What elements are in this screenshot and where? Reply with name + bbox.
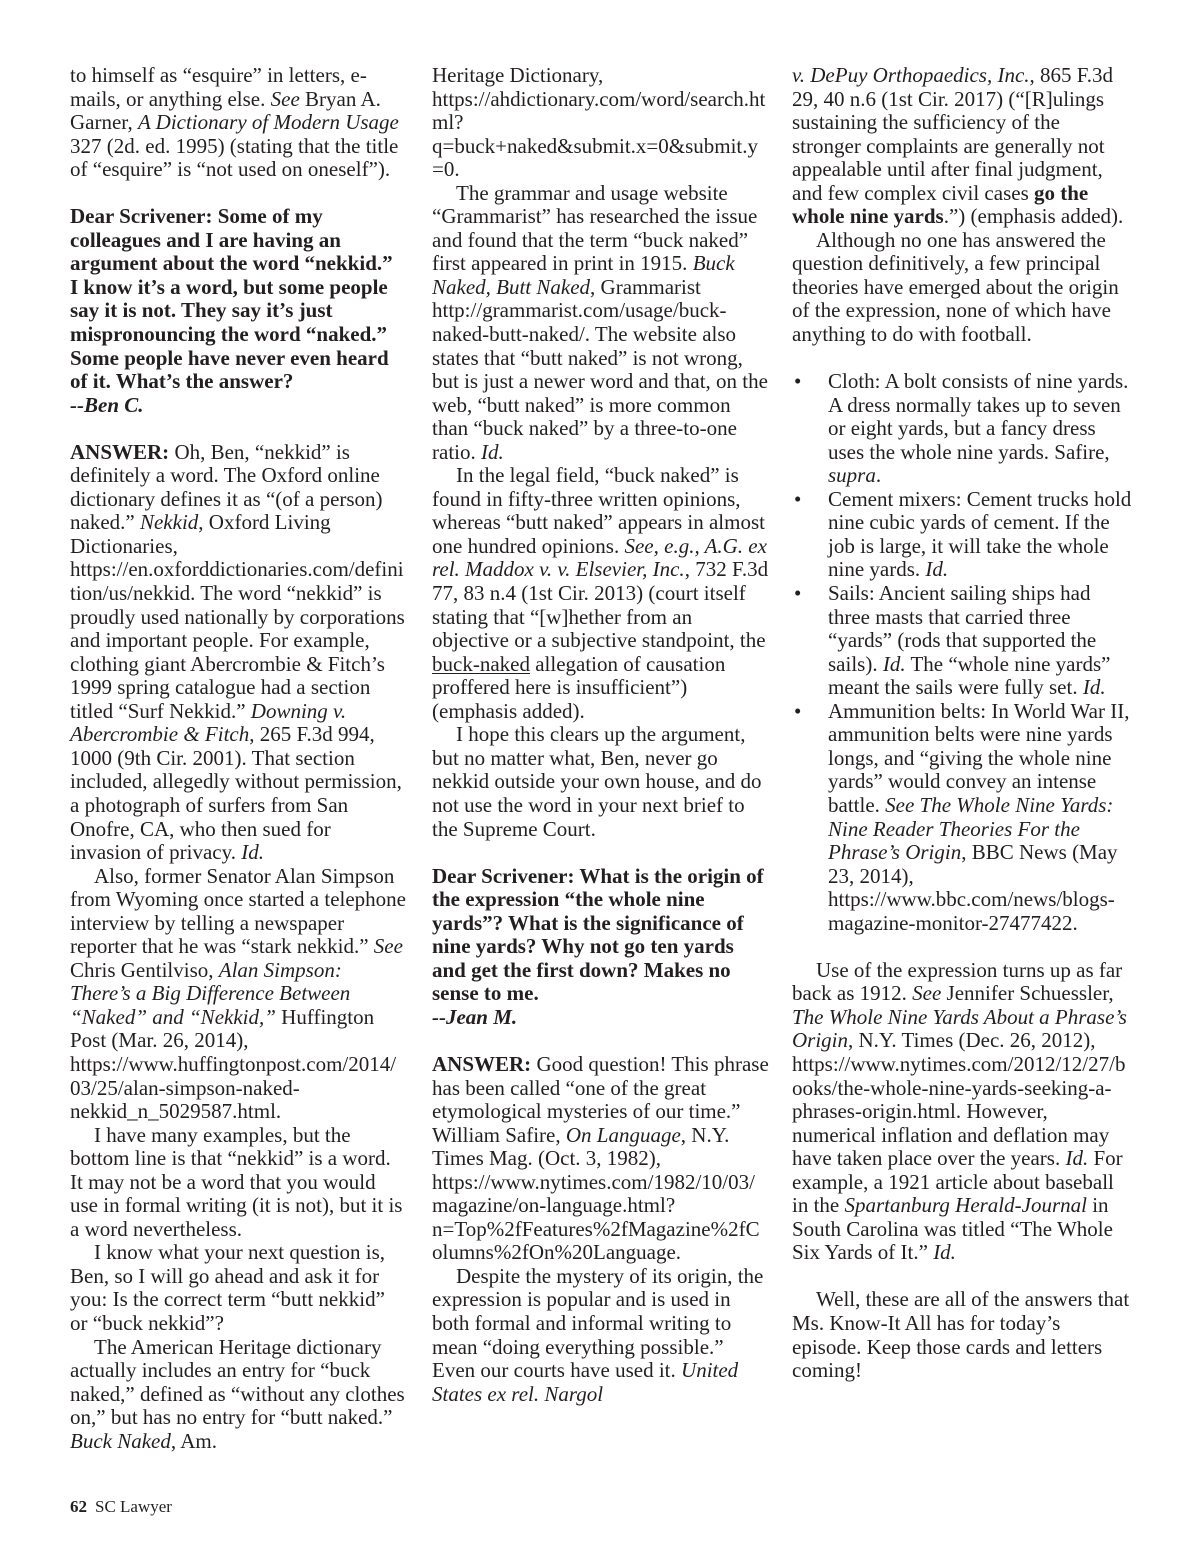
- paragraph: Although no one has answered the question definitively, a few principal theories have emerged about the origin of the expression, none of which have anything to do with football.: [792, 227, 1119, 347]
- italic-text: See: [912, 981, 942, 1006]
- continued-paragraph: v. DePuy Orthopaedics, Inc., 865 F.3d 29, 40 n.6 (1st Cir. 2017) (“[R]ulings sustaining the sufficiency of the stronger complaints are generally not appealable until after final judgment, and few complex civil cases go the whole nine yards.”) (emphasis added).: [792, 63, 1124, 229]
- bullet-item-sails: • Sails: Ancient sailing ships had three masts that carried three “yards” (rods that supported the sails). Id. The “whole nine yards” meant the sails were fully set. Id.: [792, 582, 1132, 700]
- italic-text: On Language: [565, 1122, 681, 1147]
- paragraph: The grammar and usage website “Grammarist” has researched the issue and found that the term “buck naked” first appeared in print in 1915. Buck Naked, Butt Naked, Grammarist http://grammarist.com/usage/buck-naked-butt-naked/. The website also states that “butt naked” is not wrong, but is just a newer word and that, on the web, “butt naked” is more common than “buck naked” by a three-to-one ratio. Id.: [432, 180, 768, 464]
- column-1: [70, 64, 406, 1453]
- reader-question-nekkid: Dear Scrivener: Some of my colleagues and I are having an argument about the word “nekkid.” I know it’s a word, but some people say it is not. They say it’s just mispronouncing the word “naked.” Some people have never even heard of it. What’s the answer? --Ben C.: [70, 205, 406, 417]
- paragraph: I have many examples, but the bottom line is that “nekkid” is a word. It may not be a word that you would use in formal writing (it is not), but it is a word nevertheless.: [70, 1122, 403, 1241]
- bold-text: go the whole nine yards: [792, 180, 1089, 229]
- italic-text: Id.: [933, 1240, 956, 1265]
- bullet-item-cloth: • Cloth: A bolt consists of nine yards. A dress normally takes up to seven or eight yards, but a fancy dress uses the whole nine yards. Safire, supra.: [792, 370, 1132, 488]
- italic-text: Id.: [1082, 675, 1106, 700]
- italic-text: Alan Simpson: There’s a Big Difference Between “Naked” and “Nekkid,”: [70, 957, 351, 1029]
- italic-text: See, e.g., A.G. ex rel. Maddox v. v. Elsevier, Inc.: [432, 533, 767, 582]
- paragraph: In the legal field, “buck naked” is found in fifty-three written opinions, whereas “butt naked” appears in almost one hundred opinions. See, e.g., A.G. ex rel. Maddox v. v. Elsevier, Inc., 732 F.3d 77, 83 n.4 (1st Cir. 2013) (court itself stating that “[w]hether from an objective or a subjective standpoint, the buck-naked allegation of causation proffered here is insufficient”) (emphasis added).: [432, 463, 769, 723]
- bullet-item-cement-mixers: • Cement mixers: Cement trucks hold nine cubic yards of cement. If the job is large, it will take the whole nine yards. Id.: [792, 488, 1132, 582]
- paragraph: Also, former Senator Alan Simpson from Wyoming once started a telephone interview by telling a newspaper reporter that he was “stark nekkid.” See Chris Gentilviso, Alan Simpson: There’s a Big Difference Between “Naked” and “Nekkid,” Huffington Post (Mar. 26, 2014), https://www.huffingtonpost.com/2014/03/25/alan-simpson-naked-nekkid_n_5029587.html.: [70, 863, 406, 1124]
- question-signature: --Ben C.: [70, 392, 144, 417]
- paragraph: I hope this clears up the argument, but no matter what, Ben, never go nekkid outside your own house, and do not use the word in your next brief to the Supreme Court.: [432, 722, 762, 841]
- bold-text: ANSWER:: [70, 439, 170, 464]
- answer-paragraph-nine-yards: ANSWER: Good question! This phrase has been called “one of the great etymological mysteries of our time.” William Safire, On Language, N.Y. Times Mag. (Oct. 3, 1982), https://www.nytimes.com/1982/10/03/magazine/on-language.html?n=Top%2fFeatures%2fMagazine%2fColumns%2fOn%20Language.: [432, 1051, 769, 1265]
- theories-bullet-list: [792, 370, 1132, 935]
- italic-text: The Whole Nine Yards About a Phrase’s Origin: [792, 1004, 1127, 1053]
- italic-text: supra: [828, 463, 876, 488]
- paragraph: I know what your next question is, Ben, so I will go ahead and ask it for you: Is the correct term “butt nekkid” or “buck nekkid”?: [70, 1240, 386, 1335]
- italic-text: Buck Naked: [70, 1428, 171, 1453]
- column-3: [792, 64, 1132, 1383]
- italic-text: Id.: [882, 651, 906, 676]
- italic-text: United States ex rel. Nargol: [432, 1358, 739, 1406]
- paragraph: Use of the expression turns up as far back as 1912. See Jennifer Schuessler, The Whole Nine Yards About a Phrase’s Origin, N.Y. Times (Dec. 26, 2012), https://www.nytimes.com/2012/12/27/books/the-whole-nine-yards-seeking-a-phrases-origin.html. However, numerical inflation and deflation may have taken place over the years. Id. For example, a 1921 article about baseball in the Spartanburg Herald-Journal in South Carolina was titled “The Whole Six Yards of It.” Id.: [792, 957, 1127, 1265]
- paragraph: Despite the mystery of its origin, the expression is popular and is used in both formal and informal writing to mean “doing everything possible.” Even our courts have used it. United States ex rel. Nargol: [432, 1263, 764, 1406]
- italic-text: Buck Naked, Butt Naked: [432, 251, 735, 299]
- italic-text: Id.: [1065, 1146, 1089, 1171]
- italic-text: Id.: [241, 840, 265, 865]
- italic-text: See: [270, 86, 300, 111]
- column-2: [432, 64, 769, 1406]
- italic-text: A Dictionary of Modern Usage: [137, 110, 399, 135]
- italic-text: See The Whole Nine Yards: Nine Reader Theories For the Phrase’s Origin: [828, 792, 1114, 865]
- bullet-item-ammunition-belts: • Ammunition belts: In World War II, ammunition belts were nine yards longs, and “giving the whole nine yards” would convey an intense battle. See The Whole Nine Yards: Nine Reader Theories For the Phrase’s Origin, BBC News (May 23, 2014), https://www.bbc.com/news/blogs-magazine-monitor-27477422.: [792, 700, 1132, 935]
- italic-text: Spartanburg Herald-Journal: [844, 1193, 1087, 1218]
- page-number: 62: [70, 1497, 87, 1516]
- bold-text: ANSWER:: [432, 1051, 532, 1076]
- italic-text: Nekkid: [139, 510, 199, 535]
- publication-name: SC Lawyer: [95, 1497, 172, 1516]
- page-footer: [70, 1496, 172, 1518]
- answer-paragraph-nekkid: ANSWER: Oh, Ben, “nekkid” is definitely a word. The Oxford online dictionary defines it as “(of a person) naked.” Nekkid, Oxford Living Dictionaries, https://en.oxforddictionaries.com/definition/us/nekkid. The word “nekkid” is proudly used nationally by corporations and important people. For example, clothing giant Abercrombie & Fitch’s 1999 spring catalogue had a section titled “Surf Nekkid.” Downing v. Abercrombie & Fitch, 265 F.3d 994, 1000 (9th Cir. 2001). That section included, allegedly without permission, a photograph of surfers from San Onofre, CA, who then sued for invasion of privacy. Id.: [70, 439, 405, 865]
- italic-text: v. DePuy Orthopaedics, Inc.: [792, 63, 1030, 87]
- question-signature: --Jean M.: [432, 1004, 518, 1029]
- italic-text: See: [373, 934, 403, 959]
- italic-text: Id.: [925, 557, 949, 582]
- paragraph: The American Heritage dictionary actually includes an entry for “buck naked,” defined as “without any clothes on,” but has no entry for “butt naked.” Buck Naked, Am.: [70, 1334, 405, 1453]
- continued-paragraph: Heritage Dictionary, https://ahdictionary.com/word/search.html?q=buck+naked&submit.x=0&submit.y=0.: [432, 63, 766, 182]
- reader-question-nine-yards: Dear Scrivener: What is the origin of the expression “the whole nine yards”? What is the significance of nine yards? Why not go ten yards and get the first down? Makes no sense to me. --Jean M.: [432, 865, 769, 1030]
- italic-text: Id.: [480, 439, 504, 464]
- italic-text: Downing v. Abercrombie & Fitch: [70, 698, 347, 747]
- continued-paragraph: to himself as “esquire” in letters, e-mails, or anything else. See Bryan A. Garner, A Dictionary of Modern Usage 327 (2d. ed. 1995) (stating that the title of “esquire” is “not used on oneself”).: [70, 63, 399, 182]
- closing-paragraph: Well, these are all of the answers that Ms. Know-It All has for today’s episode. Keep those cards and letters coming!: [792, 1287, 1130, 1383]
- underlined-text: buck-naked: [432, 651, 530, 676]
